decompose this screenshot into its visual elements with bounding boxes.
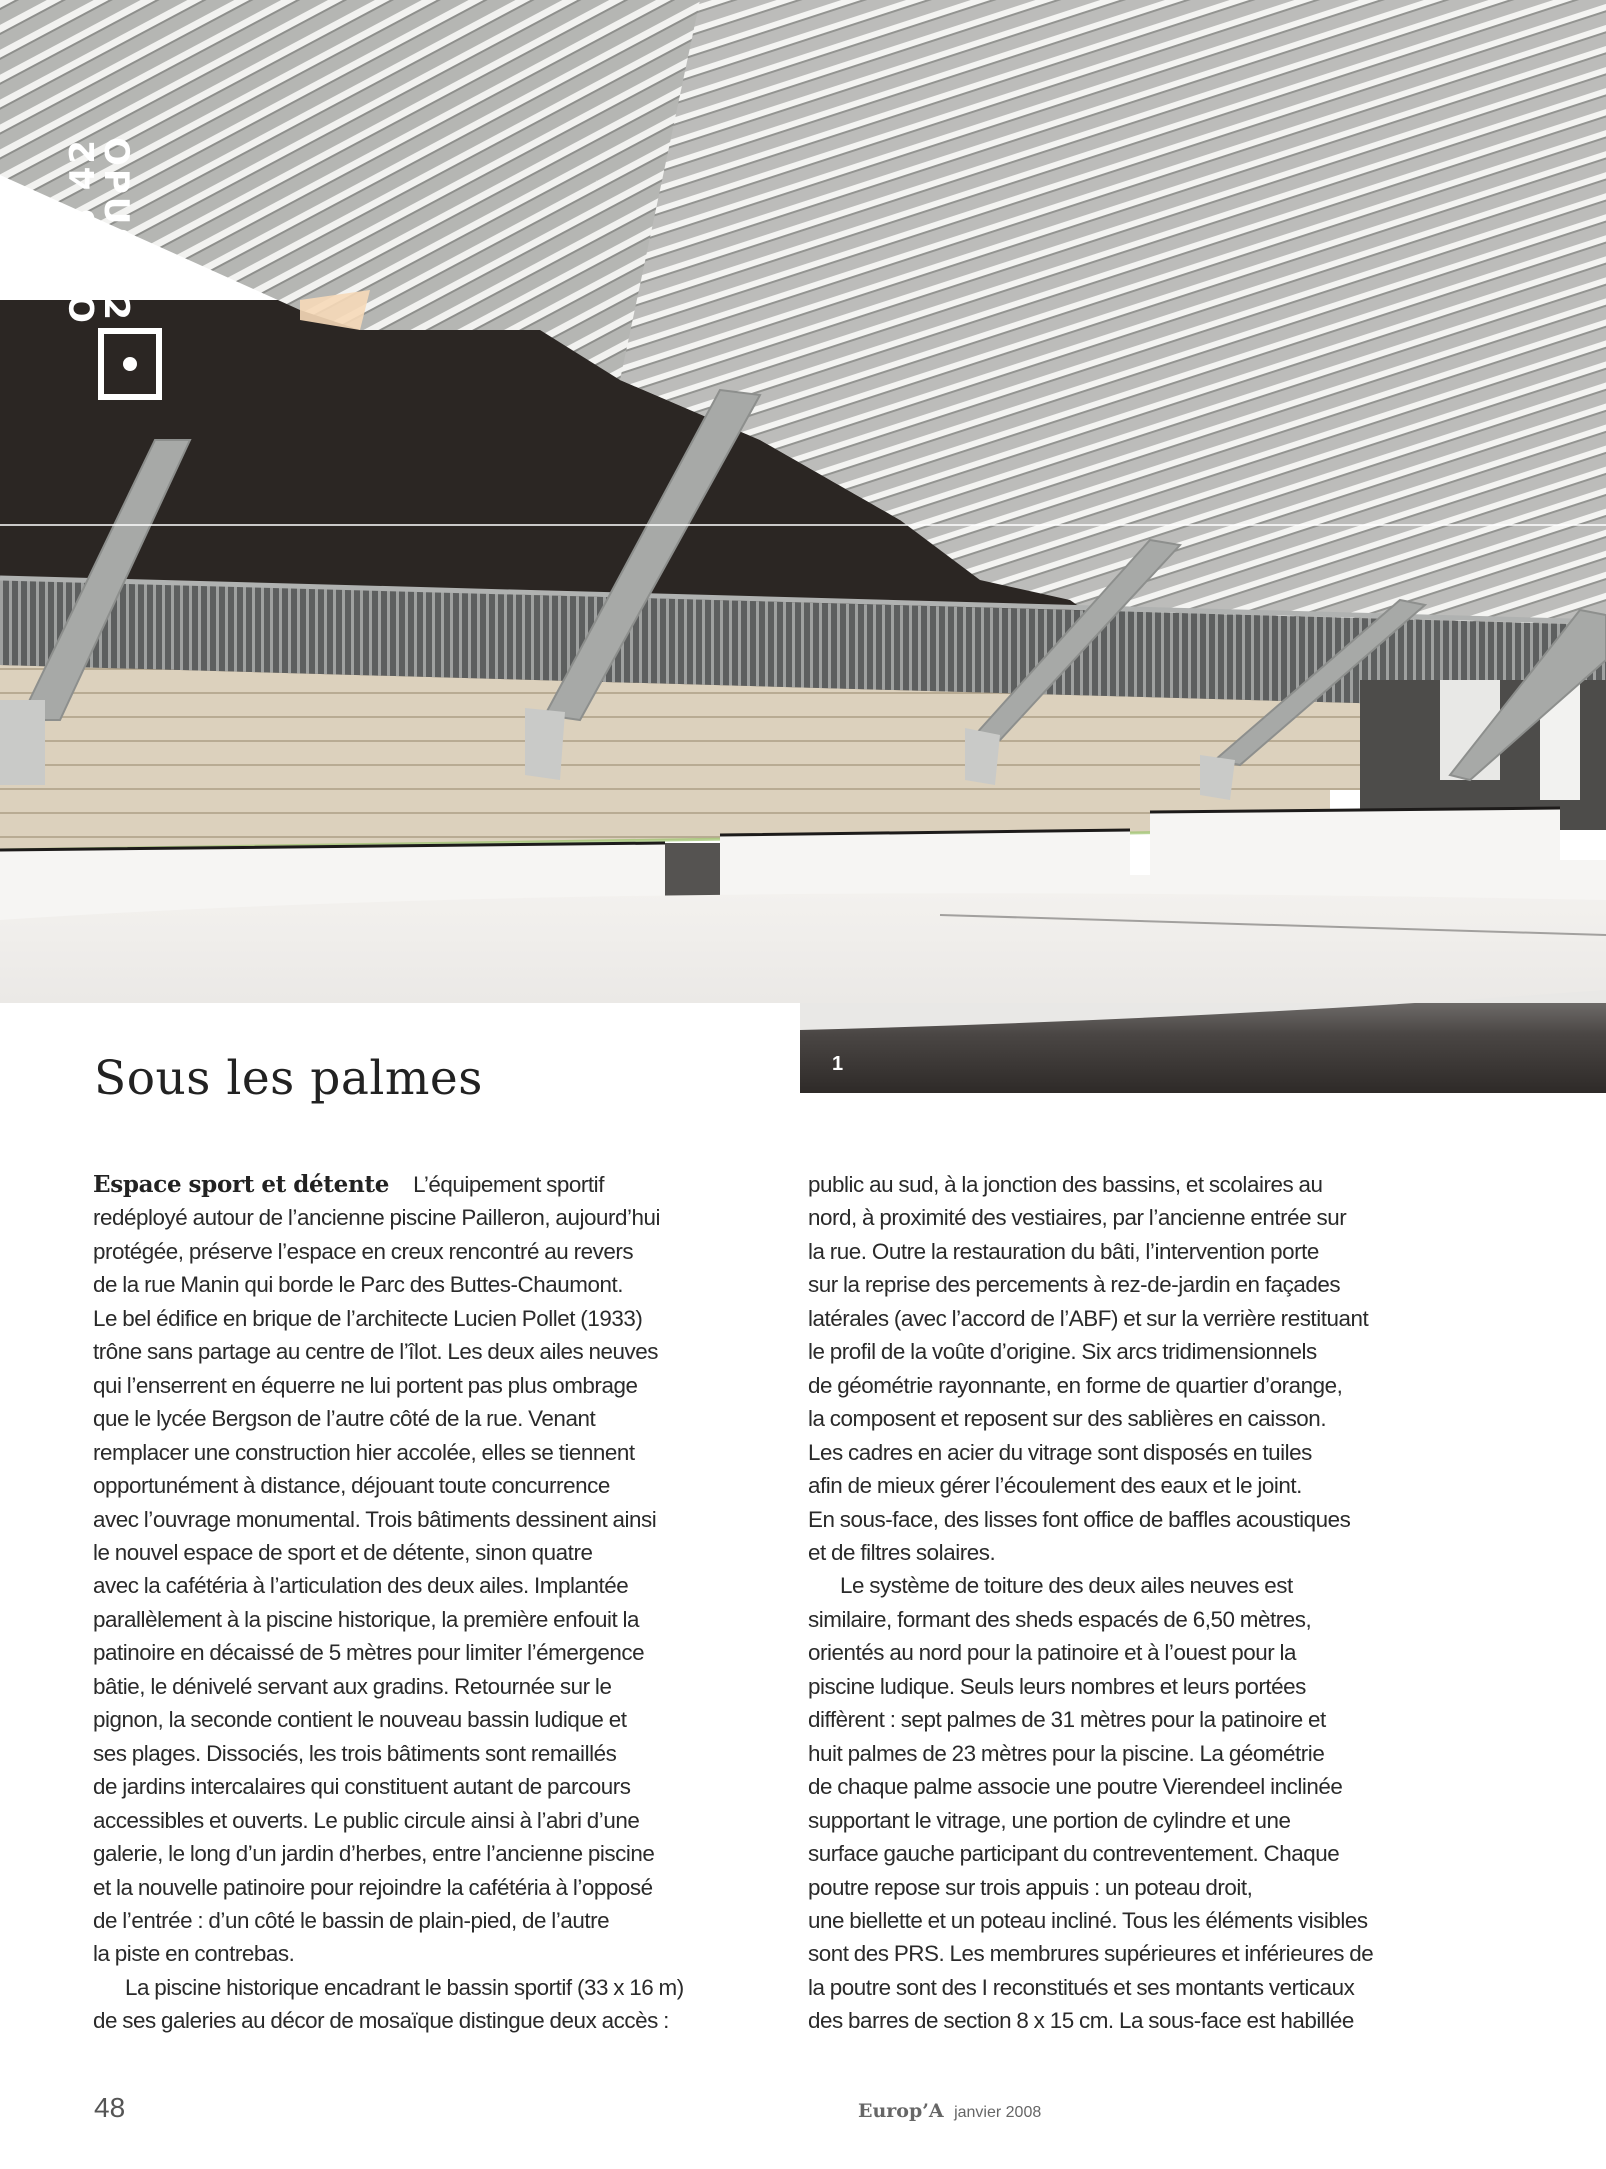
text-line: pignon, la seconde contient le nouveau bassin ludique et [93, 1707, 627, 1733]
text-line: de jardins intercalaires qui constituent autant de parcours [93, 1774, 631, 1800]
text-line: La piscine historique encadrant le bassin sportif (33 x 16 m) [125, 1974, 684, 2000]
article-column-2 [808, 1168, 1498, 2038]
text-line: orientés au nord pour la patinoire et à l’ouest pour la [808, 1640, 1297, 1666]
text-line: Les cadres en acier du vitrage sont disposés en tuiles [808, 1439, 1312, 1465]
article-column-1 [93, 1168, 783, 2038]
article-title: Sous les palmes [94, 1051, 483, 1107]
text-line: avec l’ouvrage monumental. Trois bâtiments dessinent ainsi [93, 1506, 657, 1532]
page-number: 48 [94, 2092, 126, 2123]
text-line: la rue. Outre la restauration du bâti, l’intervention porte [808, 1238, 1319, 1264]
text-line: sur la reprise des percements à rez-de-jardin en façades [808, 1272, 1341, 1298]
text-line: En sous-face, des lisses font office de baffles acoustiques [808, 1506, 1351, 1532]
text-line: de chaque palme associe une poutre Vierendeel inclinée [808, 1774, 1343, 1800]
footer-brand [858, 2100, 1041, 2122]
text-line: parallèlement à la piscine historique, la première enfouit la [93, 1606, 640, 1632]
text-line: la composent et reposent sur des sablières en caisson. [808, 1406, 1327, 1432]
text-line: avec la cafétéria à l’articulation des deux ailes. Implantée [93, 1573, 629, 1599]
text-line: latérales (avec l’accord de l’ABF) et sur la verrière restituant [808, 1305, 1369, 1331]
text-line: accessibles et ouverts. Le public circule ainsi à l’abri d’une [93, 1807, 640, 1833]
opus-logo-text-2: OPUS 42 [63, 136, 103, 324]
opus-logo [63, 110, 176, 410]
text-line: opportunément à distance, déjouant toute concurrence [93, 1473, 610, 1499]
text-line: des barres de section 8 x 15 cm. La sous-face est habillée [808, 2008, 1354, 2034]
text-line: la piste en contrebas. [93, 1941, 295, 1967]
photo-caption-number: 1 [832, 1053, 844, 1075]
text-line: Le système de toiture des deux ailes neuves est [840, 1573, 1293, 1599]
text-line-content: L’équipement sportif [413, 1172, 604, 1197]
opus-logo-text-1: OPUS 42 [96, 136, 136, 324]
issue-date: janvier 2008 [954, 2104, 1042, 2121]
text-line: remplacer une construction hier accolée, elles se tiennent [93, 1439, 635, 1465]
text-line: public au sud, à la jonction des bassins, et scolaires au [808, 1172, 1323, 1197]
text-line: piscine ludique. Seuls leurs nombres et leurs portées [808, 1673, 1306, 1699]
text-line: galerie, le long d’un jardin d’herbes, entre l’ancienne piscine [93, 1841, 655, 1867]
text-line: patinoire en décaissé de 5 mètres pour limiter l’émergence [93, 1640, 645, 1666]
text-line: afin de mieux gérer l’écoulement des eaux et le joint. [808, 1473, 1302, 1499]
text-line: trône sans partage au centre de l’îlot. Les deux ailes neuves [93, 1339, 659, 1365]
text-line: et de filtres solaires. [808, 1539, 996, 1565]
text-line: nord, à proximité des vestiaires, par l’ancienne entrée sur [808, 1205, 1347, 1231]
square-dot-icon [98, 328, 162, 400]
text-line: surface gauche participant du contreventement. Chaque [808, 1841, 1340, 1867]
text-line: le profil de la voûte d’origine. Six arcs tridimensionnels [808, 1339, 1317, 1365]
magazine-name: Europ’A [858, 2100, 944, 2122]
text-line: et la nouvelle patinoire pour rejoindre la cafétéria à l’opposé [93, 1874, 653, 1900]
text-line: Le bel édifice en brique de l’architecte Lucien Pollet (1933) [93, 1305, 643, 1331]
text-line: protégée, préserve l’espace en creux rencontré au revers [93, 1238, 634, 1264]
text-line: de l’entrée : d’un côté le bassin de plain-pied, de l’autre [93, 1907, 610, 1933]
text-line: de géométrie rayonnante, en forme de quartier d’orange, [808, 1372, 1343, 1398]
text-line: supportant le vitrage, une portion de cylindre et une [808, 1807, 1291, 1833]
text-line: de ses galeries au décor de mosaïque distingue deux accès : [93, 2008, 669, 2034]
text-line: bâtie, le dénivelé servant aux gradins. Retournée sur le [93, 1673, 612, 1699]
text-line: le nouvel espace de sport et de détente, sinon quatre [93, 1539, 593, 1565]
section-lead-heading: Espace sport et détente [93, 1171, 390, 1198]
text-line: similaire, formant des sheds espacés de 6,50 mètres, [808, 1606, 1312, 1632]
text-line: redéployé autour de l’ancienne piscine Pailleron, aujourd’hui [93, 1205, 661, 1231]
text-line: la poutre sont des I reconstitués et ses montants verticaux [808, 1974, 1355, 2000]
text-line: diffèrent : sept palmes de 31 mètres pour la patinoire et [808, 1707, 1326, 1733]
text-line: poutre repose sur trois appuis : un poteau droit, [808, 1874, 1253, 1900]
text-line: que le lycée Bergson de l’autre côté de la rue. Venant [93, 1406, 596, 1432]
text-line: une biellette et un poteau incliné. Tous les éléments visibles [808, 1907, 1368, 1933]
text-line: ses plages. Dissociés, les trois bâtiments sont remaillés [93, 1740, 617, 1766]
text-line: de la rue Manin qui borde le Parc des Buttes-Chaumont. [93, 1272, 624, 1298]
text-line [93, 1168, 783, 1201]
text-line: sont des PRS. Les membrures supérieures et inférieures de [808, 1941, 1374, 1967]
text-line: huit palmes de 23 mètres pour la piscine. La géométrie [808, 1740, 1325, 1766]
text-line: qui l’enserrent en équerre ne lui portent pas plus ombrage [93, 1372, 638, 1398]
